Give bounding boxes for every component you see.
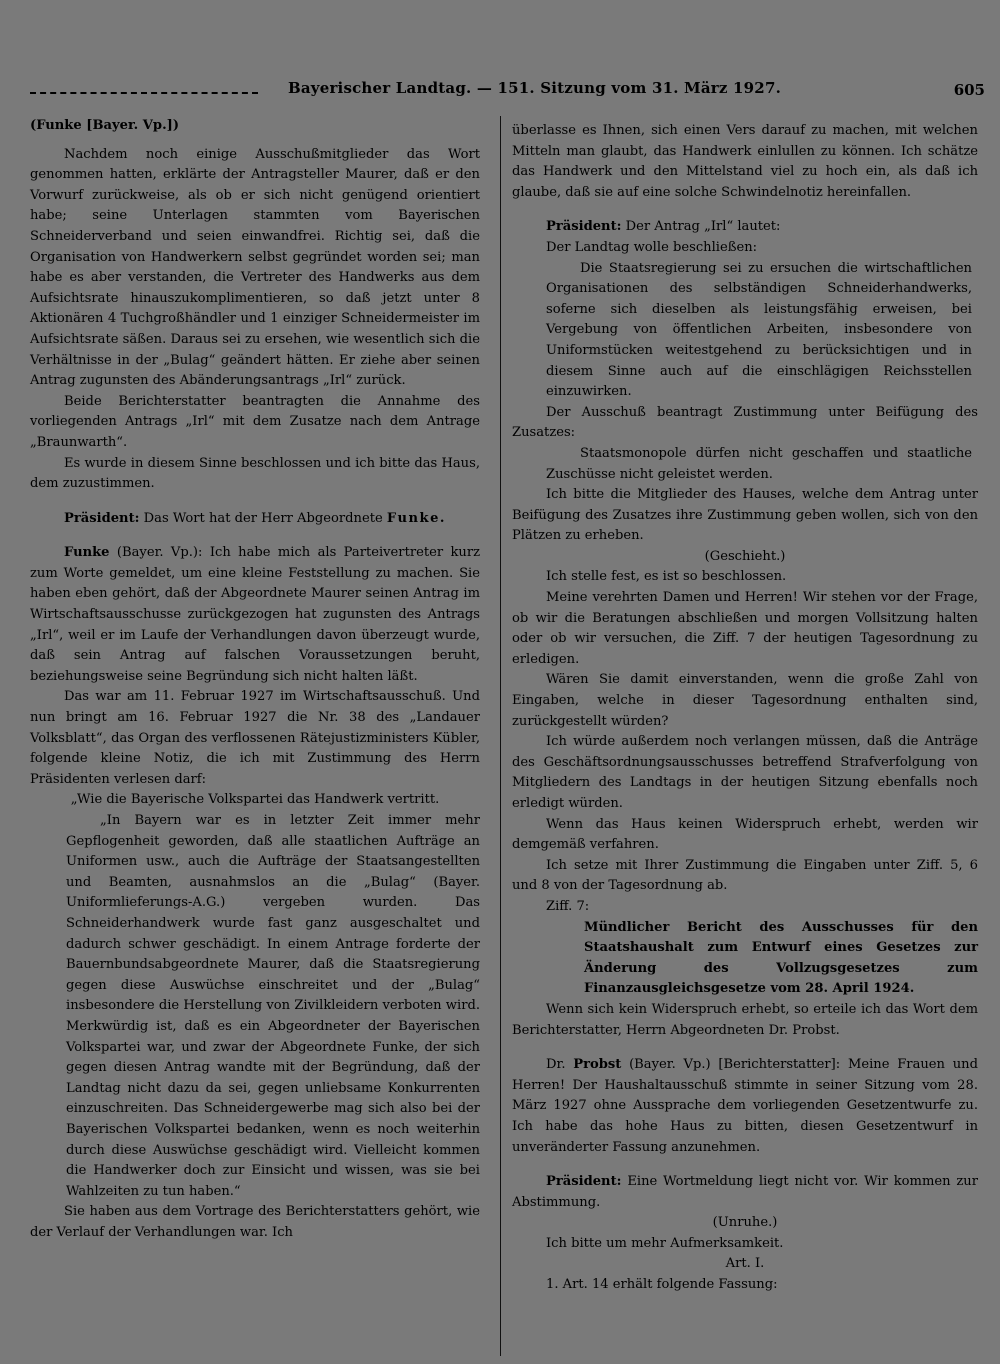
speaker-party: (Bayer. Vp.) [Berichterstatter]: bbox=[629, 1057, 841, 1073]
speaker-label: Präsident: bbox=[546, 1174, 622, 1190]
addendum-block bbox=[512, 444, 978, 485]
speech bbox=[30, 543, 480, 687]
speech-text: Meine Frauen und Herren! Der Haushaltausschuß stimmte in seiner Sitzung vom 28. März 1927 ohne Aussprache dem vorliegenden Gesetzentwurfe zu. Ich habe das hohe Haus zu bitten, diesen Gesetzentwurf in unveränderter Fassung anzunehmen. bbox=[512, 1057, 978, 1155]
president-statement bbox=[512, 217, 978, 238]
paragraph: Sie haben aus dem Vortrage des Berichterstatters gehört, wie der Verlauf der Verhandlungen war. Ich bbox=[30, 1204, 480, 1240]
motion-block bbox=[512, 259, 978, 403]
paragraph: Wenn sich kein Widerspruch erhebt, so erteile ich das Wort dem Berichterstatter, Herrn Abgeordneten Dr. Probst. bbox=[512, 1001, 978, 1038]
article-heading: Art. I. bbox=[725, 1256, 765, 1272]
header-title: Bayerischer Landtag. — 151. Sitzung vom 31. März 1927. bbox=[288, 79, 781, 97]
paragraph: 1. Art. 14 erhält folgende Fassung: bbox=[546, 1277, 778, 1293]
paragraph: überlasse es Ihnen, sich einen Vers darauf zu machen, mit welchen Mitteln man glaubt, das Handwerk einlullen zu können. Ich schätze das Handwerk und den Mittelstand viel zu hoch ein, als daß ich glaube, daß sie auf eine solche Schwindelnotiz hereinfallen. bbox=[512, 123, 978, 200]
right-column bbox=[512, 121, 978, 1296]
paragraph: Der Ausschuß beantragt Zustimmung unter Beifügung des Zusatzes: bbox=[512, 404, 978, 441]
speaker-label: Funke bbox=[64, 545, 110, 561]
president-statement bbox=[512, 1172, 978, 1213]
left-column bbox=[30, 116, 480, 1243]
quote-title: „Wie die Bayerische Volkspartei das Handwerk vertritt. bbox=[70, 792, 440, 808]
speaker-party: (Bayer. Vp.): bbox=[116, 545, 203, 561]
speech-text: Ich habe mich als Parteivertreter kurz zum Worte gemeldet, um eine kleine Feststellung zu machen. Sie haben eben gehört, daß der Abgeordnete Maurer seinen Antrag im Wirtschaftsausschusse zurückgezogen hat zugunsten des Antrags „Irl“, weil er im Laufe der Verhandlungen davon überzeugt wurde, daß sein Antrag auf falschen Voraussetzungen beruht, beziehungsweise seine Begründung sich nicht halten läßt. bbox=[30, 545, 480, 684]
paragraph: Der Landtag wolle beschließen: bbox=[546, 239, 758, 255]
quote-text: „In Bayern war es in letzter Zeit immer mehr Gepflogenheit geworden, daß alle staatlichen Aufträge an Uniformen usw., auch die Aufträge der Staatsangestellten und Beamten, ausnahmslos an die „Bulag“ (Bayer. Uniformlieferungs-A.G.) vergeben wurden. Das Schneiderhandwerk wurde fast ganz ausgeschaltet und dadurch schwer geschädigt. In einem Antrage forderte der Bauernbundsabgeordnete Maurer, daß die Staatsregierung gegen diese Auswüchse einschreitet und der „Bulag“ insbesondere die Herstellung von Zivilkleidern verboten wird. Merkwürdig ist, daß es ein Abgeordneter der Bayerischen Volkspartei war, und zwar der Abgeordnete Funke, der sich gegen diesen Antrag wandte mit der Begründung, daß der Landtag nicht dazu da sei, gegen unliebsame Konkurrenten einzuschreiten. Das Schneidergewerbe mag sich also bei der Bayerischen Volkspartei bedanken, wenn es noch weiterhin durch diese Auswüchse geschädigt wird. Vielleicht kommen die Handwerker doch zur Einsicht und wissen, was sie bei Wahlzeiten zu tun haben.“ bbox=[66, 813, 480, 1199]
president-statement bbox=[30, 509, 480, 530]
addendum-text: Staatsmonopole dürfen nicht geschaffen und staatliche Zuschüsse nicht geleistet werden. bbox=[546, 445, 972, 482]
speaker-name: Funke. bbox=[386, 510, 446, 526]
paragraph: Ich bitte die Mitglieder des Hauses, welche dem Antrag unter Beifügung des Zusatzes ihre Zustimmung geben wollen, sich von den Plätzen zu erheben. bbox=[512, 487, 978, 544]
speaker-label: Probst bbox=[573, 1057, 622, 1073]
paragraph: Ich würde außerdem noch verlangen müssen, daß die Anträge des Geschäftsordnungsausschusses betreffend Strafverfolgung von Mitgliedern des Landtags in der heutigen Sitzung ebenfalls noch erledigt würden. bbox=[512, 734, 978, 811]
motion-text: Die Staatsregierung sei zu ersuchen die wirtschaftlichen Organisationen des selbständigen Schneiderhandwerks, soferne sich dieselben als leistungsfähig erweisen, bei Vergebung von öffentlichen Arbeiten, insbesondere von Uniformstücken weitestgehend zu berücksichtigen und in diesem Sinne auch auf die einschlägigen Reichsstellen einzuwirken. bbox=[546, 260, 972, 400]
paragraph: Nachdem noch einige Ausschußmitglieder das Wort genommen hatten, erklärte der Antragsteller Maurer, daß er den Vorwurf zurückweise, als ob er sich nicht genügend orientiert habe; seine Unterlagen stammten vom Bayerischen Schneiderverband und seien einwandfrei. Richtig sei, daß die Organisation von Handwerkern selbst gegründet worden sei; man habe es aber verstanden, die Vertreter des Handwerks aus dem Aufsichtsrate hinauszukomplimentieren, so daß jetzt unter 8 Aktionären 4 Tuchgroßhändler und 1 einziger Schneidermeister im Aufsichtsrate säßen. Daraus sei zu ersehen, wie wesentlich sich die Verhältnisse in der „Bulag“ geändert hätten. Er ziehe aber seinen Antrag zugunsten des Abänderungsantrags „Irl“ zurück. bbox=[30, 146, 480, 389]
agenda-item-label: Ziff. 7: bbox=[546, 898, 590, 914]
quote-block bbox=[30, 811, 480, 1202]
stage-direction: (Geschieht.) bbox=[704, 548, 786, 564]
paragraph: Wären Sie damit einverstanden, wenn die große Zahl von Eingaben, welche in dieser Tagesordnung enthalten sind, zurückgestellt würden? bbox=[512, 672, 978, 729]
paragraph: Es wurde in diesem Sinne beschlossen und ich bitte das Haus, dem zuzustimmen. bbox=[30, 455, 480, 492]
speech bbox=[512, 1055, 978, 1158]
header-rule bbox=[30, 92, 258, 94]
column-divider bbox=[500, 116, 501, 1356]
paragraph: Ich bitte um mehr Aufmerksamkeit. bbox=[546, 1235, 784, 1251]
paragraph: Wenn das Haus keinen Widerspruch erhebt, werden wir demgemäß verfahren. bbox=[512, 816, 978, 853]
stage-direction: (Unruhe.) bbox=[712, 1215, 778, 1231]
paragraph: Das war am 11. Februar 1927 im Wirtschaftsausschuß. Und nun bringt am 16. Februar 1927 die Nr. 38 des „Landauer Volksblatt“, das Organ des verflossenen Rätejustizministers Kübler, folgende kleine Notiz, die ich mit Zustimmung des Herrn Präsidenten verlesen darf: bbox=[30, 689, 480, 787]
statement-text: Der Antrag „Irl“ lautet: bbox=[625, 219, 781, 235]
agenda-item-heading: Mündlicher Bericht des Ausschusses für den Staatshaushalt zum Entwurf eines Gesetzes zur Änderung des Vollzugsgesetzes zum Finanzausgleichsgesetze vom 28. April 1924. bbox=[584, 919, 978, 997]
page-number: 605 bbox=[953, 81, 985, 99]
paragraph: Ich setze mit Ihrer Zustimmung die Eingaben unter Ziff. 5, 6 und 8 von der Tagesordnung ab. bbox=[512, 857, 978, 894]
speaker-label: Präsident: bbox=[546, 219, 622, 235]
speaker-title: Dr. bbox=[546, 1057, 566, 1073]
paragraph: Beide Berichterstatter beantragten die Annahme des vorliegenden Antrags „Irl“ mit dem Zusatze nach dem Antrage „Braunwarth“. bbox=[30, 393, 480, 450]
speaker-continuation-heading: (Funke [Bayer. Vp.]) bbox=[30, 118, 180, 133]
statement-text: Eine Wortmeldung liegt nicht vor. Wir kommen zur Abstimmung. bbox=[512, 1174, 978, 1210]
paragraph: Ich stelle fest, es ist so beschlossen. bbox=[546, 569, 787, 585]
paragraph: Meine verehrten Damen und Herren! Wir stehen vor der Frage, ob wir die Beratungen abschließen und morgen Vollsitzung halten oder ob wir versuchen, die Ziff. 7 der heutigen Tagesordnung zu erledigen. bbox=[512, 590, 978, 667]
speaker-label: Präsident: bbox=[64, 510, 140, 526]
page-header bbox=[30, 79, 985, 105]
statement-text: Das Wort hat der Herr Abgeordnete bbox=[143, 510, 383, 526]
